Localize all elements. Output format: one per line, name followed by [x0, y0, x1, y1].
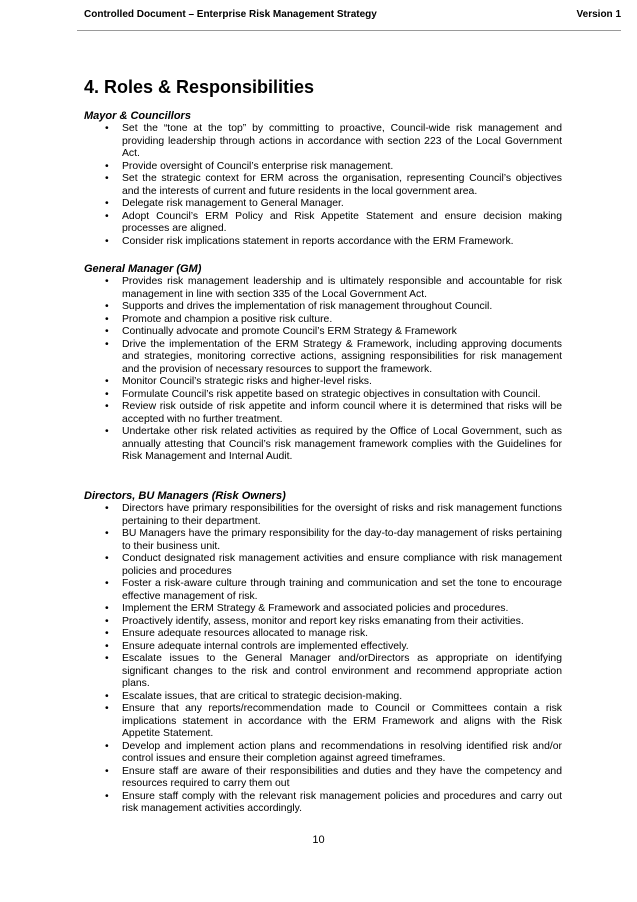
page-title: 4. Roles & Responsibilities [84, 77, 315, 97]
list-item: • Promote and champion a positive risk culture. [84, 314, 562, 327]
section-heading-directors-bu-managers: Directors, BU Managers (Risk Owners) [84, 490, 286, 502]
header-divider [77, 30, 621, 31]
list-item: • Ensure staff comply with the relevant risk management policies and procedures and carry out risk management activities accordingly. [84, 791, 562, 816]
list-item: • Provides risk management leadership and is ultimately responsible and accountable for risk management in line with section 335 of the Local Government Act. [84, 276, 562, 301]
list-item: • Supports and drives the implementation of risk management throughout Council. [84, 301, 562, 314]
version-label: Version 1 [576, 8, 621, 20]
list-item: • Consider risk implications statement in reports accordance with the ERM Framework. [84, 236, 562, 249]
document-title: Controlled Document – Enterprise Risk Management Strategy [84, 8, 377, 20]
list-item: • Proactively identify, assess, monitor and report key risks emanating from their activities. [84, 616, 562, 629]
list-item: • Delegate risk management to General Manager. [84, 198, 562, 211]
list-item: • Undertake other risk related activities as required by the Office of Local Government, such as annually attesting that Council’s risk management framework complies with the Guidelines for Risk Management and Internal Audit. [84, 426, 562, 464]
section-heading-mayor-councillors: Mayor & Councillors [84, 110, 191, 122]
list-item: • Formulate Council’s risk appetite based on strategic objectives in consultation with Council. [84, 389, 562, 402]
list-item: • Monitor Council’s strategic risks and higher-level risks. [84, 376, 562, 389]
list-item: • Escalate issues, that are critical to strategic decision-making. [84, 691, 562, 704]
general-manager-list [84, 276, 562, 464]
list-item: • Review risk outside of risk appetite and inform council where it is determined that risks will be accepted with no further treatment. [84, 401, 562, 426]
list-item: • Ensure staff are aware of their responsibilities and duties and they have the competency and resources required to carry them out [84, 766, 562, 791]
list-item: • Ensure adequate resources allocated to manage risk. [84, 628, 562, 641]
list-item: • Directors have primary responsibilities for the oversight of risks and risk management functions pertaining to their department. [84, 503, 562, 528]
list-item: • Develop and implement action plans and recommendations in resolving identified risk and/or control issues and ensure their completion against agreed timeframes. [84, 741, 562, 766]
list-item: • Foster a risk-aware culture through training and communication and set the tone to encourage effective management of risk. [84, 578, 562, 603]
list-item: • Provide oversight of Council’s enterprise risk management. [84, 161, 562, 174]
list-item: • BU Managers have the primary responsibility for the day-to-day management of risks pertaining to their business unit. [84, 528, 562, 553]
list-item: • Drive the implementation of the ERM Strategy & Framework, including approving documents and strategies, monitoring corrective actions, assigning responsibilities for risk management and the provision of necessary resources to support the framework. [84, 339, 562, 377]
list-item: • Set the “tone at the top” by committing to proactive, Council-wide risk management and providing leadership through actions in accordance with section 223 of the Local Government Act. [84, 123, 562, 161]
section-heading-general-manager: General Manager (GM) [84, 263, 202, 275]
page-number: 10 [312, 834, 325, 846]
list-item: • Escalate issues to the General Manager and/orDirectors as appropriate on identifying significant changes to the risk and control environment and recommend appropriate action plans. [84, 653, 562, 691]
list-item: • Ensure that any reports/recommendation made to Council or Committees contain a risk implications statement in accordance with the ERM Framework and aligns with the Risk Appetite Statement. [84, 703, 562, 741]
list-item: • Conduct designated risk management activities and ensure compliance with risk management policies and procedures [84, 553, 562, 578]
page-header [84, 6, 621, 22]
list-item: • Set the strategic context for ERM across the organisation, representing Council’s objectives and the interests of current and future residents in the local government area. [84, 173, 562, 198]
directors-bu-managers-list [84, 503, 562, 816]
list-item: • Adopt Council’s ERM Policy and Risk Appetite Statement and ensure decision making processes are aligned. [84, 211, 562, 236]
list-item: • Implement the ERM Strategy & Framework and associated policies and procedures. [84, 603, 562, 616]
list-item: • Ensure adequate internal controls are implemented effectively. [84, 641, 562, 654]
list-item: • Continually advocate and promote Council’s ERM Strategy & Framework [84, 326, 562, 339]
mayor-councillors-list [84, 123, 562, 248]
